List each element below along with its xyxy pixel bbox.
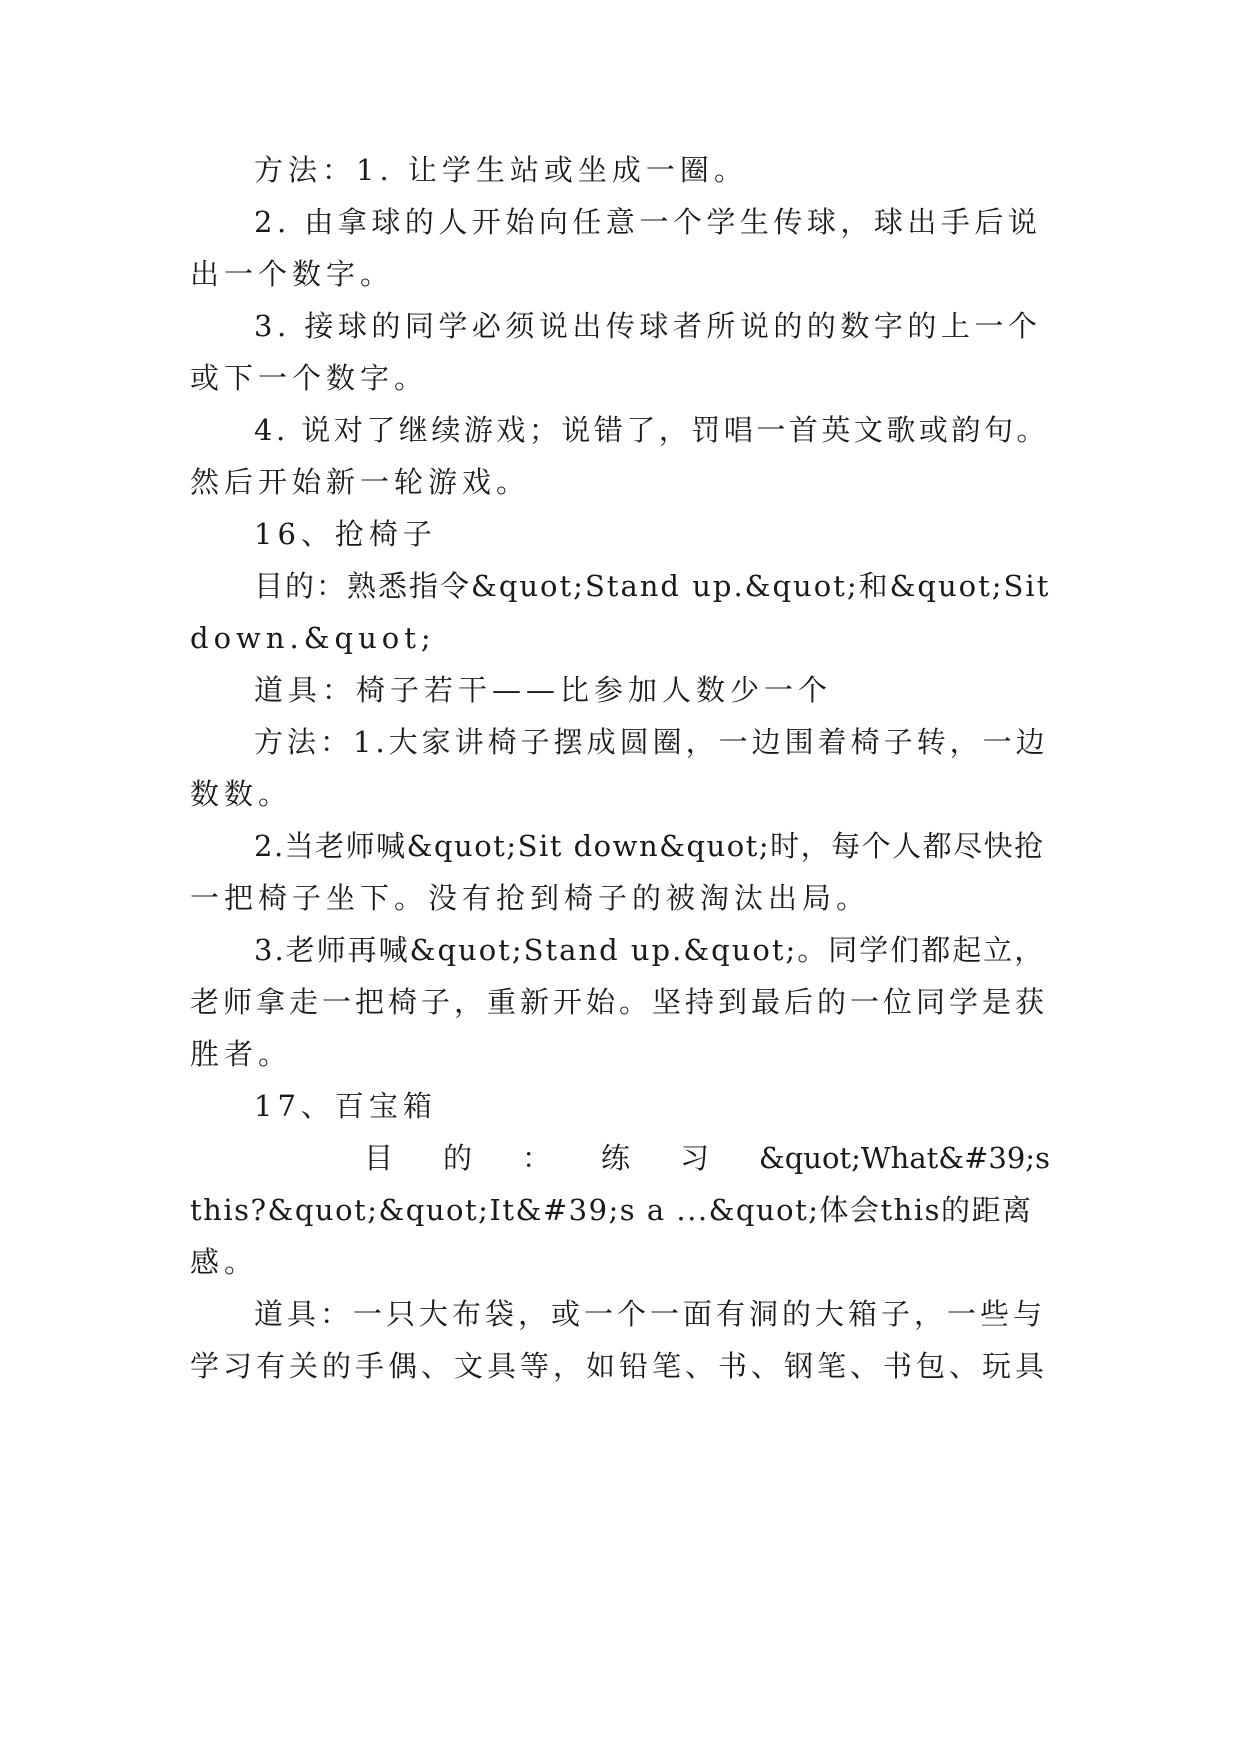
- text-fragment: 的: [442, 1141, 472, 1175]
- text-line: 目的：熟悉指令&quot;Stand up.&quot;和&quot;Sit: [254, 569, 1051, 603]
- section-heading: 17、百宝箱: [254, 1089, 437, 1123]
- text-fragment: &quot;What&#39;s: [758, 1141, 1050, 1175]
- text-line: 3.老师再喊&quot;Stand up.&quot;。同学们都起立，: [254, 933, 1046, 967]
- text-line: down.&quot;: [190, 621, 436, 655]
- text-fragment: 习: [679, 1141, 709, 1175]
- text-line: 方法：1.大家讲椅子摆成圆圈，一边围着椅子转，一边: [254, 725, 1049, 759]
- text-line: 出一个数字。: [190, 257, 395, 291]
- text-line: 然后开始新一轮游戏。: [190, 465, 531, 499]
- text-line: 2. 由拿球的人开始向任意一个学生传球，球出手后说: [254, 205, 1042, 239]
- text-fragment: ：: [521, 1141, 551, 1175]
- text-fragment: 目: [364, 1141, 394, 1175]
- text-line: 方法：1. 让学生站或坐成一圈。: [254, 153, 748, 187]
- text-line: this?&quot;&quot;It&#39;s a ...&quot;体会this的距离: [190, 1193, 1033, 1227]
- text-line: 数数。: [190, 777, 293, 811]
- text-line: 一把椅子坐下。没有抢到椅子的被淘汰出局。: [190, 881, 871, 915]
- text-line: 4. 说对了继续游戏；说错了，罚唱一首英文歌或韵句。: [254, 413, 1049, 447]
- text-line: 2.当老师喊&quot;Sit down&quot;时，每个人都尽快抢: [254, 829, 1045, 863]
- section-heading: 16、抢椅子: [254, 517, 437, 551]
- text-line: 或下一个数字。: [190, 361, 429, 395]
- justified-text-line: [190, 1138, 1050, 1178]
- text-line: 道具：一只大布袋，或一个一面有洞的大箱子，一些与: [254, 1297, 1047, 1331]
- text-line: 道具：椅子若干——比参加人数少一个: [254, 673, 833, 707]
- text-fragment: 练: [600, 1141, 630, 1175]
- text-line: 学习有关的手偶、文具等，如铅笔、书、钢笔、书包、玩具: [190, 1349, 1049, 1383]
- text-line: 老师拿走一把椅子，重新开始。坚持到最后的一位同学是获: [190, 985, 1049, 1019]
- text-line: 3. 接球的同学必须说出传球者所说的的数字的上一个: [254, 309, 1042, 343]
- text-line: 胜者。: [190, 1037, 293, 1071]
- text-line: 感。: [190, 1245, 259, 1279]
